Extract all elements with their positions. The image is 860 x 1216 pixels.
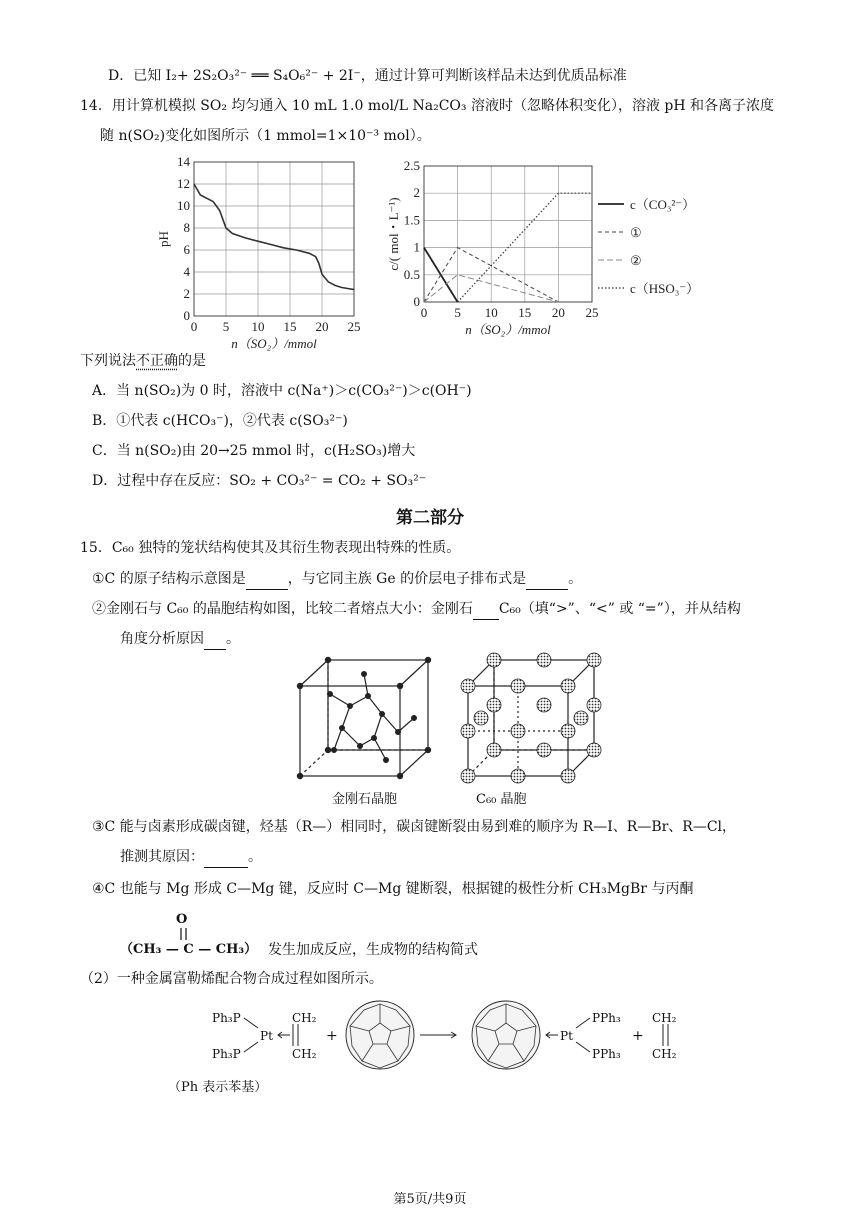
ph-chart bbox=[150, 152, 380, 351]
q15-sub2-text-a: ②金刚石与 C₆₀ 的晶胞结构如图，比较二者熔点大小：金刚石 bbox=[92, 601, 473, 617]
y-axis-label: c/( mol・L⁻¹) bbox=[386, 197, 401, 271]
q14-option-d: D．过程中存在反应：SO₂ + CO₃²⁻ = CO₂ + SO₃²⁻ bbox=[92, 473, 427, 489]
y-tick-label: 14 bbox=[177, 154, 190, 169]
x-tick-label: 0 bbox=[420, 305, 428, 320]
q14-stem-line2: 随 n(SO₂)变化如图所示（1 mmol=1×10⁻³ mol）。 bbox=[100, 128, 431, 144]
q14-question bbox=[80, 351, 206, 371]
c60-caption: C₆₀ 晶胞 bbox=[476, 792, 527, 807]
y-tick-label: 8 bbox=[183, 220, 190, 235]
x-tick-label: 20 bbox=[551, 305, 565, 320]
q14-option-c: C．当 n(SO₂)由 20→25 mmol 时，c(H₂SO₃)增大 bbox=[92, 443, 416, 459]
q15-sub2-line1 bbox=[92, 599, 741, 620]
y-tick-label: 0.5 bbox=[403, 266, 420, 282]
q15-sub2-line2 bbox=[120, 629, 240, 650]
q15-sub4-line2: 发生加成反应，生成物的结构简式 bbox=[268, 942, 478, 958]
q15-sub2-text-d: 。 bbox=[226, 631, 240, 647]
scheme-plus-left: + bbox=[326, 1028, 338, 1044]
x-tick-label: 20 bbox=[315, 319, 329, 334]
concentration-chart bbox=[388, 152, 718, 344]
x-tick-label: 25 bbox=[347, 319, 361, 334]
x-tick-label: 5 bbox=[454, 305, 461, 320]
q14-question-post: 的是 bbox=[178, 353, 206, 369]
reaction-scheme-graphics bbox=[200, 996, 700, 1072]
scheme-ph3p-top: Ph₃P bbox=[212, 1011, 241, 1025]
series-line bbox=[194, 184, 354, 290]
y-axis-label: pH bbox=[156, 231, 171, 247]
q14-option-a: A．当 n(SO₂)为 0 时，溶液中 c(Na⁺)＞c(CO₃²⁻)＞c(OH⁻) bbox=[92, 383, 472, 399]
q14-question-pre: 下列说法 bbox=[80, 353, 136, 369]
scheme-pph3-bottom: PPh₃ bbox=[592, 1047, 621, 1061]
q14-option-b: B．①代表 c(HCO₃⁻)，②代表 c(SO₃²⁻) bbox=[92, 413, 348, 429]
y-tick-label: 1.5 bbox=[403, 212, 420, 228]
x-tick-label: 0 bbox=[190, 319, 198, 334]
q15-sub1-text-c: 。 bbox=[568, 571, 583, 587]
q15-sub3-text-b: 。 bbox=[248, 849, 262, 865]
scheme-ph3p-bottom: Ph₃P bbox=[212, 1047, 241, 1061]
ph-note: （Ph 表示苯基） bbox=[168, 1080, 268, 1095]
y-tick-label: 10 bbox=[177, 198, 190, 213]
q15-sub3-line2 bbox=[120, 847, 262, 868]
y-tick-label: 2.5 bbox=[403, 158, 420, 173]
scheme-ch2-top-right: CH₂ bbox=[652, 1011, 677, 1025]
part-two-heading: 第二部分 bbox=[396, 508, 464, 528]
x-axis-label: n（SO₂）/mmol bbox=[231, 336, 317, 351]
scheme-ch2-bottom-left: CH₂ bbox=[292, 1047, 317, 1061]
q13-option-d: D．已知 I₂+ 2S₂O₃²⁻ ══ S₄O₆²⁻ + 2I⁻，通过计算可判断该样品未达到优质品标准 bbox=[108, 68, 627, 84]
x-tick-label: 5 bbox=[222, 319, 230, 334]
scheme-plus-right: + bbox=[632, 1028, 644, 1044]
scheme-pt-left: Pt bbox=[260, 1029, 273, 1043]
q15-sub2-text-c: 角度分析原因 bbox=[120, 631, 204, 647]
y-tick-label: 6 bbox=[183, 242, 190, 257]
q14-question-emphasis: 不正确 bbox=[136, 353, 178, 369]
diamond-caption: 金刚石晶胞 bbox=[332, 792, 398, 807]
page-footer: 第5页/共9页 bbox=[393, 1192, 467, 1207]
scheme-pph3-top: PPh₃ bbox=[592, 1011, 621, 1025]
q15-sub1-text-b: ，与它同主族 Ge 的价层电子排布式是 bbox=[287, 571, 527, 587]
acetone-formula: （CH₃ — C — CH₃） bbox=[120, 942, 258, 957]
answer-blank bbox=[246, 569, 288, 590]
x-tick-label: 10 bbox=[251, 319, 265, 334]
y-tick-label: 1 bbox=[413, 239, 420, 255]
diamond-unit-cell-diagram bbox=[290, 656, 440, 784]
y-tick-label: 12 bbox=[177, 176, 190, 191]
y-tick-label: 2 bbox=[413, 185, 420, 201]
legend-label: c（CO₃²⁻） bbox=[630, 197, 696, 212]
c60-unit-cell-diagram bbox=[456, 652, 606, 786]
x-tick-label: 15 bbox=[283, 319, 297, 334]
q15-sub1-text-a: ①C 的原子结构示意图是 bbox=[92, 571, 246, 587]
answer-blank bbox=[204, 629, 226, 650]
q15-sub4-line1: ④C 也能与 Mg 形成 C—Mg 键，反应时 C—Mg 键断裂，根据键的极性分析 CH₃MgBr 与丙酮 bbox=[92, 881, 694, 897]
y-tick-label: 2 bbox=[183, 286, 190, 301]
y-tick-label: 0 bbox=[413, 294, 420, 309]
scheme-ch2-bottom-right: CH₂ bbox=[652, 1047, 677, 1061]
q15-sub2-text-b: C₆₀（填“>”、“<” 或 “=”），并从结构 bbox=[498, 601, 741, 617]
q14-stem-line1: 14．用计算机模拟 SO₂ 均匀通入 10 mL 1.0 mol/L Na₂CO₃ 溶液时（忽略体积变化），溶液 pH 和各离子浓度 bbox=[80, 98, 775, 114]
legend-label: c（HSO₃⁻） bbox=[630, 281, 700, 296]
legend-label: ① bbox=[630, 225, 642, 240]
plot-frame bbox=[194, 162, 354, 316]
q15-stem: 15．C₆₀ 独特的笼状结构使其及其衍生物表现出特殊的性质。 bbox=[80, 540, 461, 556]
q15-sub3-text-a: 推测其原因： bbox=[120, 849, 204, 865]
x-tick-label: 15 bbox=[518, 305, 532, 320]
q15-sub1 bbox=[92, 569, 582, 590]
scheme-pt-right: Pt bbox=[560, 1029, 573, 1043]
y-tick-label: 0 bbox=[183, 308, 190, 323]
answer-blank bbox=[526, 569, 568, 590]
x-tick-label: 10 bbox=[484, 305, 498, 320]
answer-blank bbox=[204, 847, 248, 868]
q15-part2-stem: （2）一种金属富勒烯配合物合成过程如图所示。 bbox=[80, 971, 383, 987]
x-tick-label: 25 bbox=[585, 305, 599, 320]
scheme-ch2-top-left: CH₂ bbox=[292, 1011, 317, 1025]
answer-blank bbox=[473, 599, 499, 620]
acetone-oxygen: O bbox=[176, 912, 188, 927]
x-axis-label: n（SO₂）/mmol bbox=[465, 322, 551, 337]
y-tick-label: 4 bbox=[183, 264, 190, 279]
legend-label: ② bbox=[630, 253, 642, 268]
q15-sub3-line1: ③C 能与卤素形成碳卤键，烃基（R—）相同时，碳卤键断裂由易到难的顺序为 R—I、R—Br、R—Cl， bbox=[92, 819, 737, 835]
